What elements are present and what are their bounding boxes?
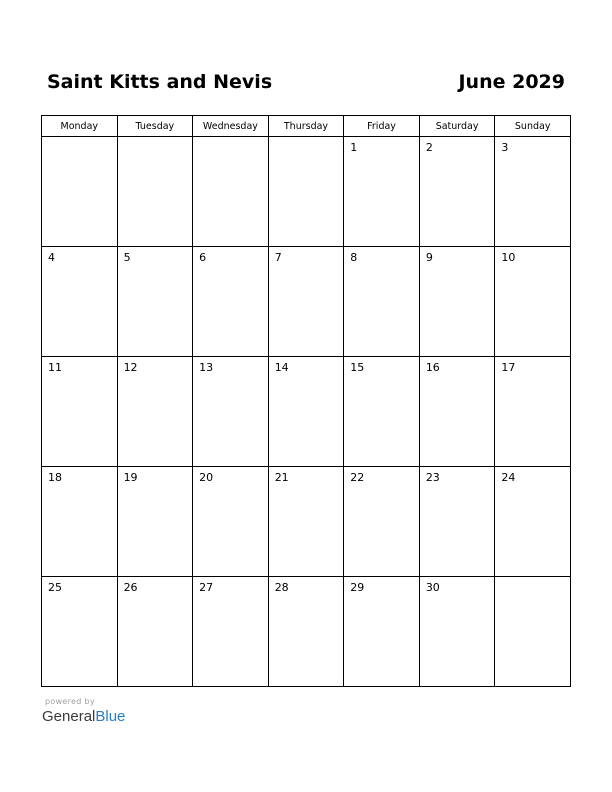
day-number: 12: [123, 361, 138, 374]
day-number: 29: [350, 581, 365, 594]
day-cell: [344, 467, 420, 577]
weekday-friday: Friday: [344, 116, 420, 137]
day-number: 20: [199, 471, 214, 484]
day-cell: [42, 357, 118, 467]
weekday-thursday: Thursday: [268, 116, 344, 137]
brand-blue-text: Blue: [95, 708, 126, 725]
day-number: 15: [350, 361, 365, 374]
day-cell: [344, 137, 420, 247]
week-row: [42, 137, 571, 247]
brand-general-text: General: [42, 708, 96, 725]
day-number: 19: [123, 471, 138, 484]
day-number: 24: [501, 471, 516, 484]
day-number: 26: [123, 581, 138, 594]
day-number: 13: [199, 361, 214, 374]
day-cell: [42, 137, 118, 247]
day-number: 21: [274, 471, 289, 484]
day-number: 5: [123, 251, 131, 264]
day-cell: [117, 357, 193, 467]
day-cell: [193, 467, 269, 577]
week-row: [42, 357, 571, 467]
day-cell: [495, 137, 571, 247]
day-cell: [193, 247, 269, 357]
month-title: June 2029: [458, 71, 565, 93]
day-cell: [268, 137, 344, 247]
day-number: [118, 137, 193, 141]
day-cell: [419, 137, 495, 247]
day-number: 7: [274, 251, 282, 264]
day-cell: [117, 577, 193, 687]
day-number: 6: [199, 251, 207, 264]
day-number: 18: [48, 471, 62, 484]
weekday-sunday: Sunday: [495, 116, 571, 137]
day-cell: [495, 577, 571, 687]
day-cell: [495, 467, 571, 577]
day-number: 22: [350, 471, 365, 484]
day-cell: [42, 247, 118, 357]
day-cell: [419, 247, 495, 357]
day-number: [42, 137, 117, 141]
day-number: 16: [425, 361, 440, 374]
day-number: 30: [425, 581, 440, 594]
day-number: [193, 137, 268, 141]
day-cell: [117, 137, 193, 247]
weekday-monday: Monday: [42, 116, 118, 137]
day-number: 28: [274, 581, 289, 594]
day-number: 27: [199, 581, 214, 594]
day-cell: [495, 247, 571, 357]
week-row: [42, 467, 571, 577]
weekday-header-row: [42, 116, 571, 137]
day-cell: [268, 577, 344, 687]
day-cell: [193, 137, 269, 247]
day-number: 8: [350, 251, 358, 264]
day-cell: [193, 357, 269, 467]
day-cell: [42, 467, 118, 577]
day-number: 23: [425, 471, 440, 484]
day-cell: [268, 357, 344, 467]
generalblue-logo[interactable]: [42, 708, 125, 725]
day-number: 10: [501, 251, 516, 264]
day-number: 3: [501, 141, 509, 154]
day-cell: [193, 577, 269, 687]
day-cell: [344, 577, 420, 687]
day-number: 11: [48, 361, 62, 374]
calendar-grid: [41, 115, 571, 687]
day-cell: [268, 467, 344, 577]
day-number: 4: [48, 251, 55, 264]
day-cell: [117, 467, 193, 577]
day-number: [495, 577, 570, 581]
week-row: [42, 577, 571, 687]
day-number: 17: [501, 361, 516, 374]
weekday-saturday: Saturday: [419, 116, 495, 137]
week-row: [42, 247, 571, 357]
weekday-tuesday: Tuesday: [117, 116, 193, 137]
day-cell: [117, 247, 193, 357]
day-cell: [268, 247, 344, 357]
weekday-wednesday: Wednesday: [193, 116, 269, 137]
day-number: 14: [274, 361, 289, 374]
day-number: 25: [48, 581, 62, 594]
day-cell: [419, 577, 495, 687]
day-cell: [419, 357, 495, 467]
day-number: 1: [350, 141, 358, 154]
day-cell: [42, 577, 118, 687]
day-cell: [344, 357, 420, 467]
day-number: 2: [425, 141, 433, 154]
day-cell: [495, 357, 571, 467]
country-title: Saint Kitts and Nevis: [47, 71, 273, 93]
day-number: 9: [425, 251, 433, 264]
day-number: [269, 137, 344, 141]
day-cell: [419, 467, 495, 577]
powered-by-label: powered by: [45, 697, 95, 706]
day-cell: [344, 247, 420, 357]
